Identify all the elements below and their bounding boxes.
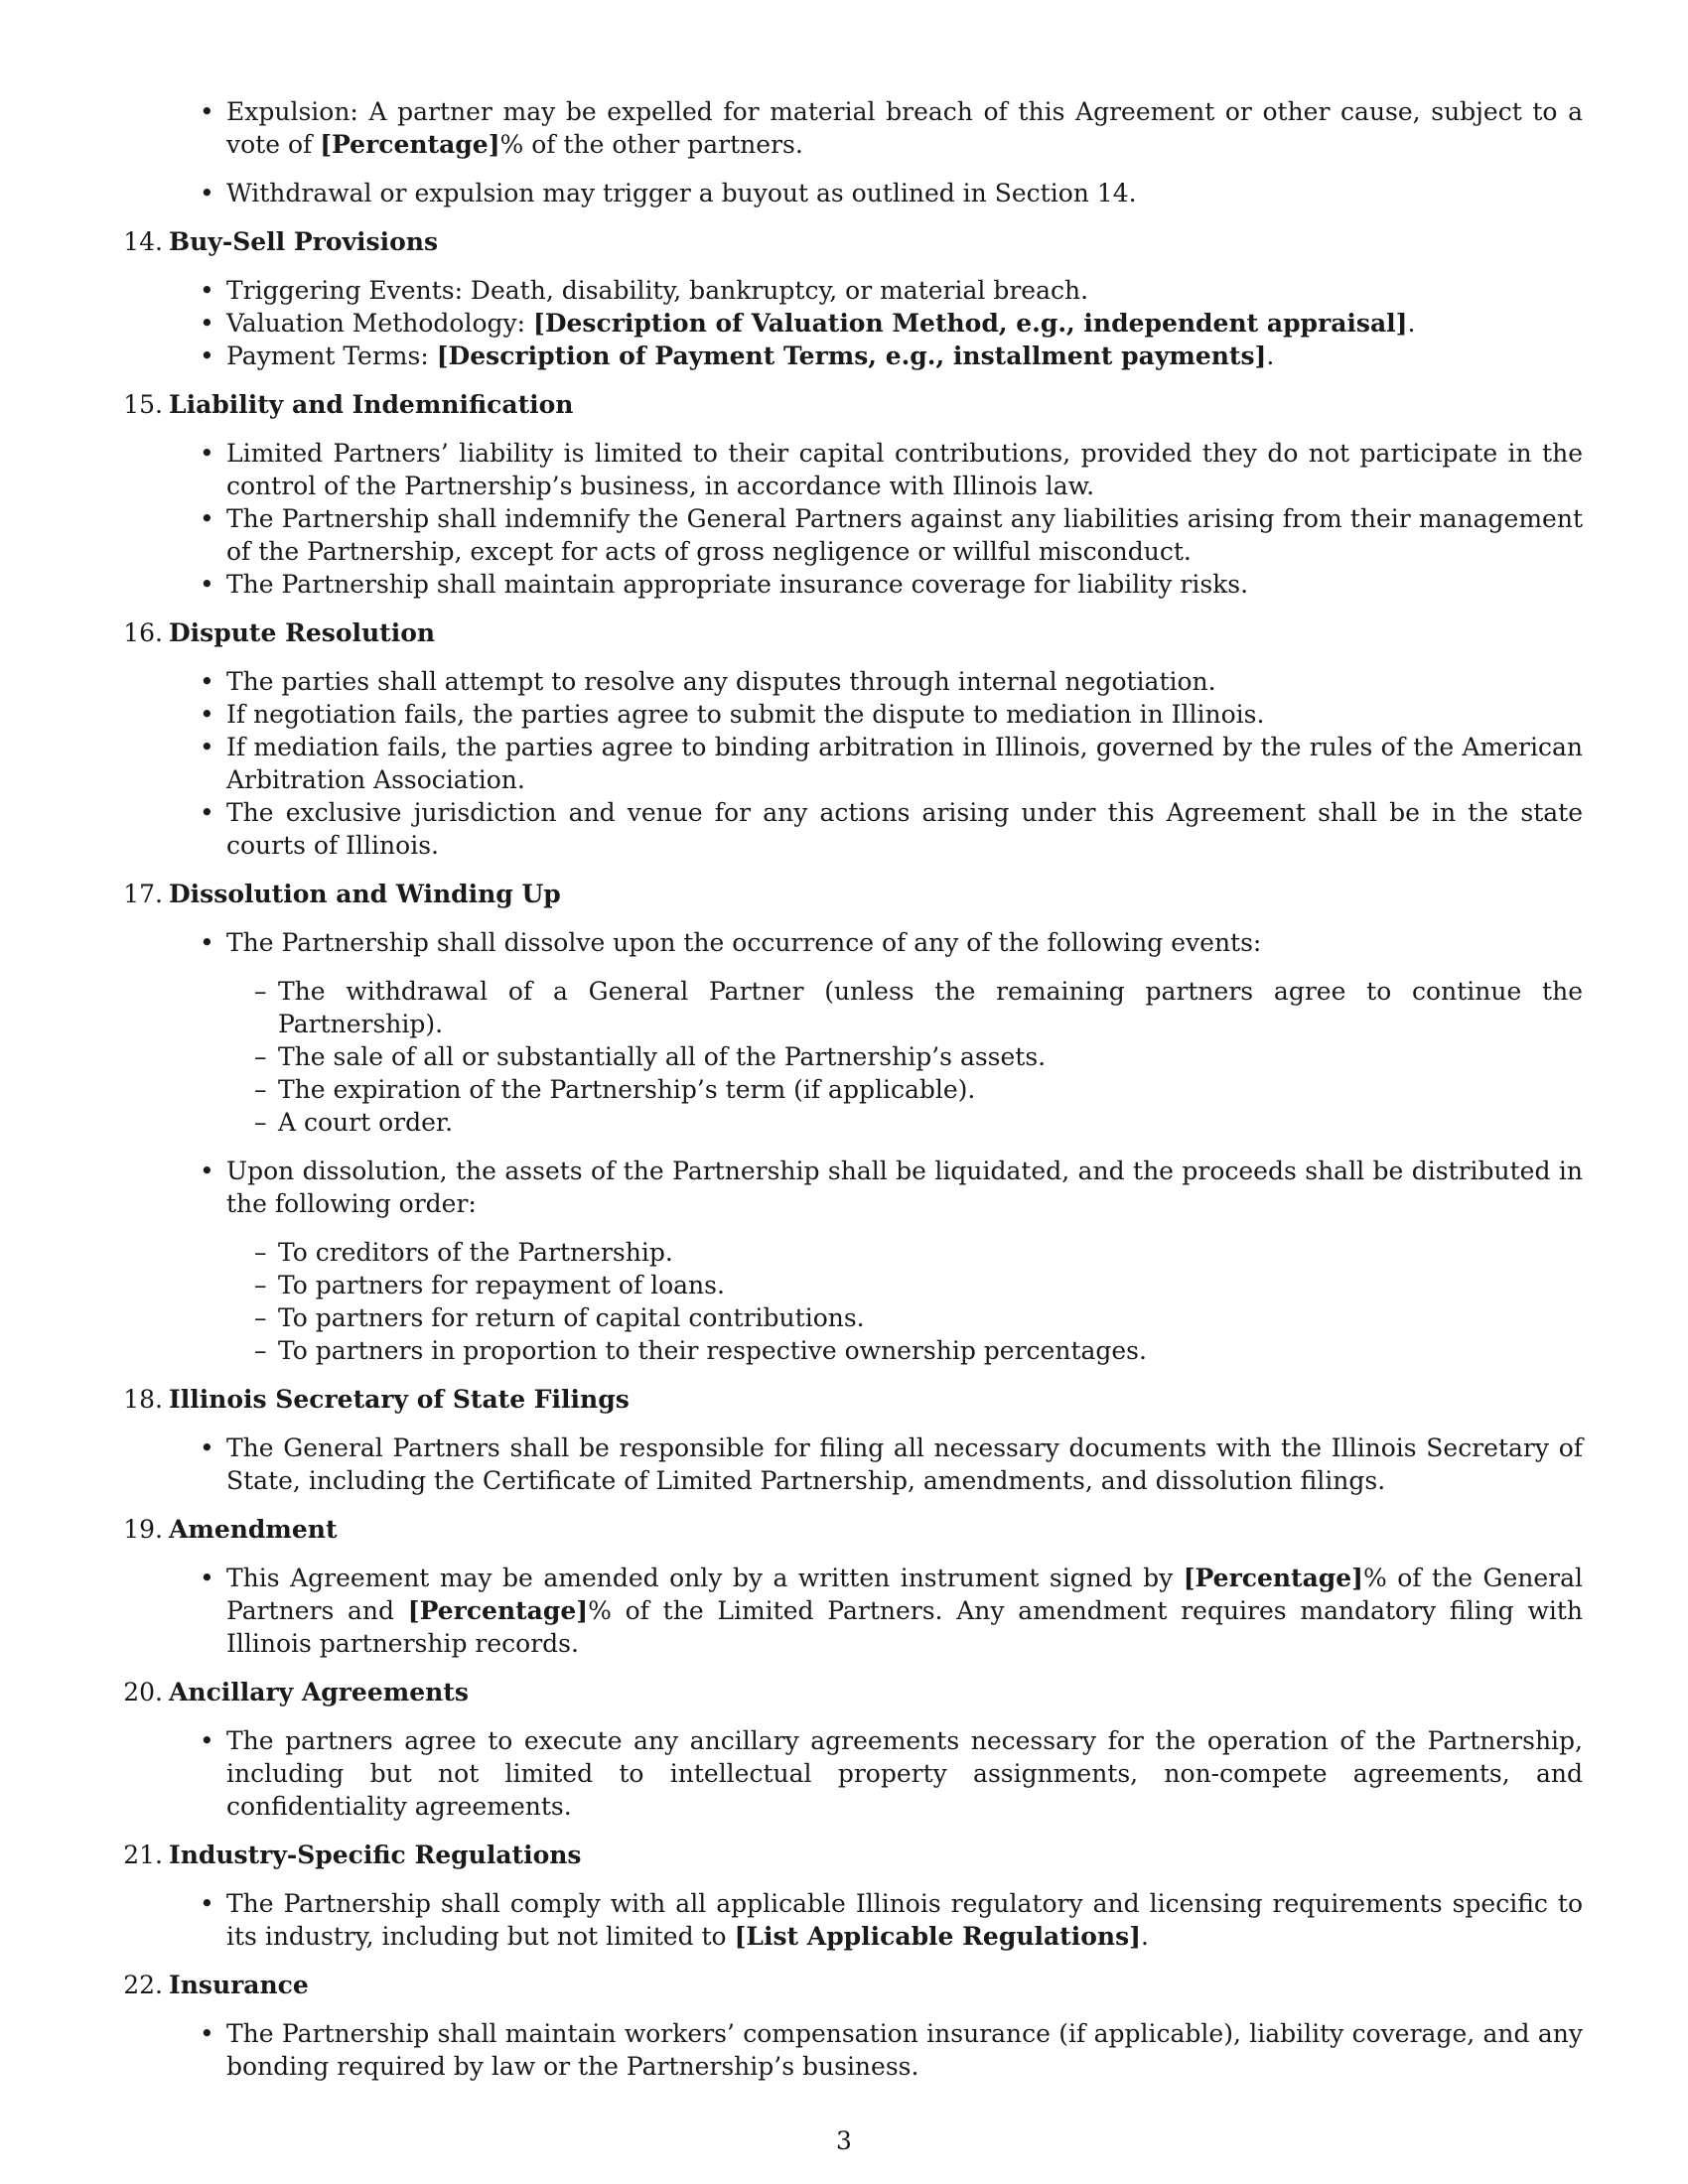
list-item: • If negotiation fails, the parties agree to submit the dispute to mediation in Illinois. (113, 698, 1583, 731)
section-list (113, 665, 1583, 862)
section-list (113, 1562, 1583, 1660)
section-title: Amendment (169, 1515, 338, 1544)
section-list (113, 926, 1583, 959)
list-item: • If mediation fails, the parties agree to binding arbitration in Illinois, governed by the rules of the American Arbitration Association. (113, 731, 1583, 796)
list-item: • The parties shall attempt to resolve any disputes through internal negotiation. (113, 665, 1583, 698)
section-16 (113, 616, 1583, 862)
list-item (113, 1155, 1583, 1220)
dissolution-events-list (113, 975, 1583, 1139)
sub-list-item: – The withdrawal of a General Partner (unless the remaining partners agree to continue the Partnership). (113, 975, 1583, 1040)
section-heading (113, 1676, 1583, 1708)
section-heading (113, 1969, 1583, 2001)
section-22 (113, 1969, 1583, 2083)
section-list (113, 2017, 1583, 2083)
list-item (113, 1887, 1583, 1953)
list-item: • The Partnership shall maintain appropriate insurance coverage for liability risks. (113, 568, 1583, 601)
list-item (113, 1562, 1583, 1660)
page-content (113, 95, 1583, 2083)
expulsion-text: Expulsion: A partner may be expelled for material breach of this Agreement or other cause, subject to a vote of (226, 97, 1583, 159)
section-title: Dissolution and Winding Up (169, 880, 561, 908)
section-number: 17. (123, 880, 163, 908)
section-number: 19. (123, 1515, 163, 1544)
item-text: The Partnership shall comply with all applicable Illinois regulatory and licensing requirements specific to its industry, including but not limited to (226, 1889, 1583, 1951)
sub-list-item: – To partners in proportion to their respective ownership percentages. (113, 1334, 1583, 1367)
section-number: 22. (123, 1971, 163, 1999)
item-text-end: . (1407, 309, 1416, 338)
section-heading (113, 388, 1583, 421)
section-list (113, 1887, 1583, 1953)
list-item: • The General Partners shall be responsible for filing all necessary documents with the Illinois Secretary of State, including the Certificate of Limited Partnership, amendments, and dissolution filings. (113, 1432, 1583, 1497)
sub-list-item: – The expiration of the Partnership’s term (if applicable). (113, 1073, 1583, 1106)
list-item: • The Partnership shall maintain workers’ compensation insurance (if applicable), liability coverage, and any bonding required by law or the Partnership’s business. (113, 2017, 1583, 2083)
item-text: • The Partnership shall dissolve upon the occurrence of any of the following events: (226, 928, 1262, 957)
section-number: 20. (123, 1678, 163, 1706)
sub-list-item: – To partners for repayment of loans. (113, 1269, 1583, 1301)
distribution-order-list (113, 1236, 1583, 1367)
item-text: Payment Terms: (226, 341, 437, 370)
section-15 (113, 388, 1583, 601)
section-number: 15. (123, 390, 163, 419)
section-title: Insurance (169, 1971, 309, 1999)
section-number: 16. (123, 618, 163, 647)
section-title: Illinois Secretary of State Filings (169, 1385, 630, 1414)
percentage-placeholder: [Percentage] (1183, 1564, 1364, 1592)
section-title: Buy-Sell Provisions (169, 227, 439, 256)
section-number: 21. (123, 1841, 163, 1869)
list-item: • The Partnership shall indemnify the General Partners against any liabilities arising from their management of the Partnership, except for acts of gross negligence or willful misconduct. (113, 502, 1583, 568)
item-text: Valuation Methodology: (226, 309, 533, 338)
section-list (113, 274, 1583, 372)
section-heading (113, 225, 1583, 258)
sub-list-item: – A court order. (113, 1106, 1583, 1139)
list-item (113, 340, 1583, 372)
list-item (113, 307, 1583, 340)
section-18 (113, 1383, 1583, 1497)
section-title: Industry-Specific Regulations (169, 1841, 582, 1869)
section-title: Liability and Indemnification (169, 390, 574, 419)
item-text: • Upon dissolution, the assets of the Partnership shall be liquidated, and the proceeds shall be distributed in the following order: (226, 1157, 1583, 1218)
section-list (113, 1155, 1583, 1220)
section-17 (113, 878, 1583, 1367)
section-19 (113, 1513, 1583, 1660)
item-text: This Agreement may be amended only by a written instrument signed by (226, 1564, 1184, 1592)
list-item: • Triggering Events: Death, disability, bankruptcy, or material breach. (113, 274, 1583, 307)
section-number: 14. (123, 227, 163, 256)
percentage-placeholder: [Percentage] (407, 1596, 589, 1625)
section-20 (113, 1676, 1583, 1823)
list-item: • The exclusive jurisdiction and venue for any actions arising under this Agreement shall be in the state courts of Illinois. (113, 796, 1583, 862)
section-list (113, 437, 1583, 601)
section-heading (113, 878, 1583, 910)
item-text-end: . (1266, 341, 1275, 370)
item-text-end: . (1141, 1922, 1149, 1951)
section-title: Ancillary Agreements (169, 1678, 469, 1706)
percentage-placeholder: [Percentage] (320, 130, 500, 159)
regulations-placeholder: [List Applicable Regulations] (734, 1922, 1141, 1951)
section-list (113, 1724, 1583, 1823)
section-21 (113, 1839, 1583, 1953)
section-number: 18. (123, 1385, 163, 1414)
section-13-continuation (113, 95, 1583, 209)
expulsion-bullet (113, 95, 1583, 161)
list-item (113, 926, 1583, 959)
section-heading (113, 616, 1583, 649)
item-text: % of the Limited Partners. Any amendment requires mandatory filing with Illinois partnership records. (226, 1596, 1583, 1658)
sub-list-item: – To partners for return of capital contributions. (113, 1301, 1583, 1334)
withdrawal-bullet: • Withdrawal or expulsion may trigger a buyout as outlined in Section 14. (113, 177, 1583, 209)
valuation-placeholder: [Description of Valuation Method, e.g., independent appraisal] (533, 309, 1408, 338)
section-title: Dispute Resolution (169, 618, 436, 647)
page-number: 3 (836, 2126, 852, 2155)
sub-list-item: – To creditors of the Partnership. (113, 1236, 1583, 1269)
section-heading (113, 1513, 1583, 1546)
section-heading (113, 1383, 1583, 1416)
expulsion-text-end: % of the other partners. (499, 130, 803, 159)
section-heading (113, 1839, 1583, 1871)
payment-placeholder: [Description of Payment Terms, e.g., installment payments] (436, 341, 1267, 370)
section-14 (113, 225, 1583, 372)
sub-list-item: – The sale of all or substantially all of the Partnership’s assets. (113, 1040, 1583, 1073)
list-item: • The partners agree to execute any ancillary agreements necessary for the operation of the Partnership, including but not limited to intellectual property assignments, non-compete agreements, and confidentiality agreements. (113, 1724, 1583, 1823)
item-text: % of the General Partners and (226, 1564, 1583, 1625)
list-item: • Limited Partners’ liability is limited to their capital contributions, provided they do not participate in the control of the Partnership’s business, in accordance with Illinois law. (113, 437, 1583, 502)
section-list (113, 1432, 1583, 1497)
